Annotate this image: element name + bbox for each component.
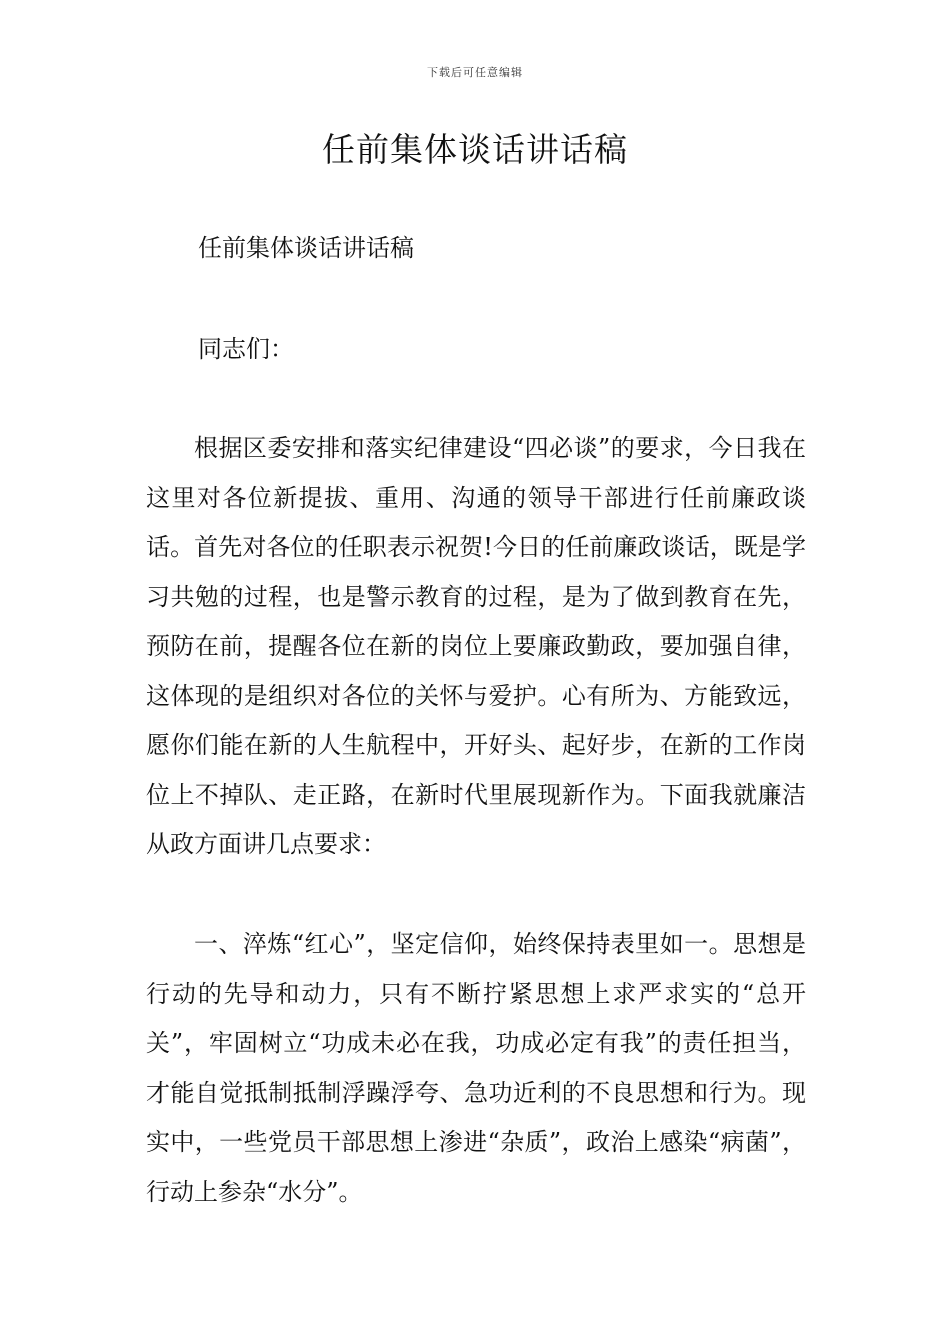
document-subtitle: 任前集体谈话讲话稿: [198, 234, 414, 262]
salutation: 同志们：: [198, 335, 294, 363]
page-header-note: 下载后可任意编辑: [427, 66, 523, 79]
paragraph-intro: 根据区委安排和落实纪律建设“四必谈”的要求，今日我在这里对各位新提拔、重用、沟通的领导干部进行任前廉政谈话。首先对各位的任职表示祝贺!今日的任前廉政谈话，既是学习共勉的过程，也是警示教育的过程，是为了做到教育在先，预防在前，提醒各位在新的岗位上要廉政勤政，要加强自律，这体现的是组织对各位的关怀与爱护。心有所为、方能致远，愿你们能在新的人生航程中，开好头、起好步，在新的工作岗位上不掉队、走正路，在新时代里展现新作为。下面我就廉洁从政方面讲几点要求：: [146, 434, 806, 858]
paragraph-section-one: 一、淬炼“红心”，坚定信仰，始终保持表里如一。思想是行动的先导和动力，只有不断拧紧思想上求严求实的“总开关”，牢固树立“功成未必在我，功成必定有我”的责任担当，才能自觉抵制抵制浮躁浮夸、急功近利的不良思想和行为。现实中，一些党员干部思想上渗进“杂质”，政治上感染“病菌”，行动上参杂“水分”。: [146, 930, 806, 1206]
document-title: 任前集体谈话讲话稿: [322, 130, 628, 169]
